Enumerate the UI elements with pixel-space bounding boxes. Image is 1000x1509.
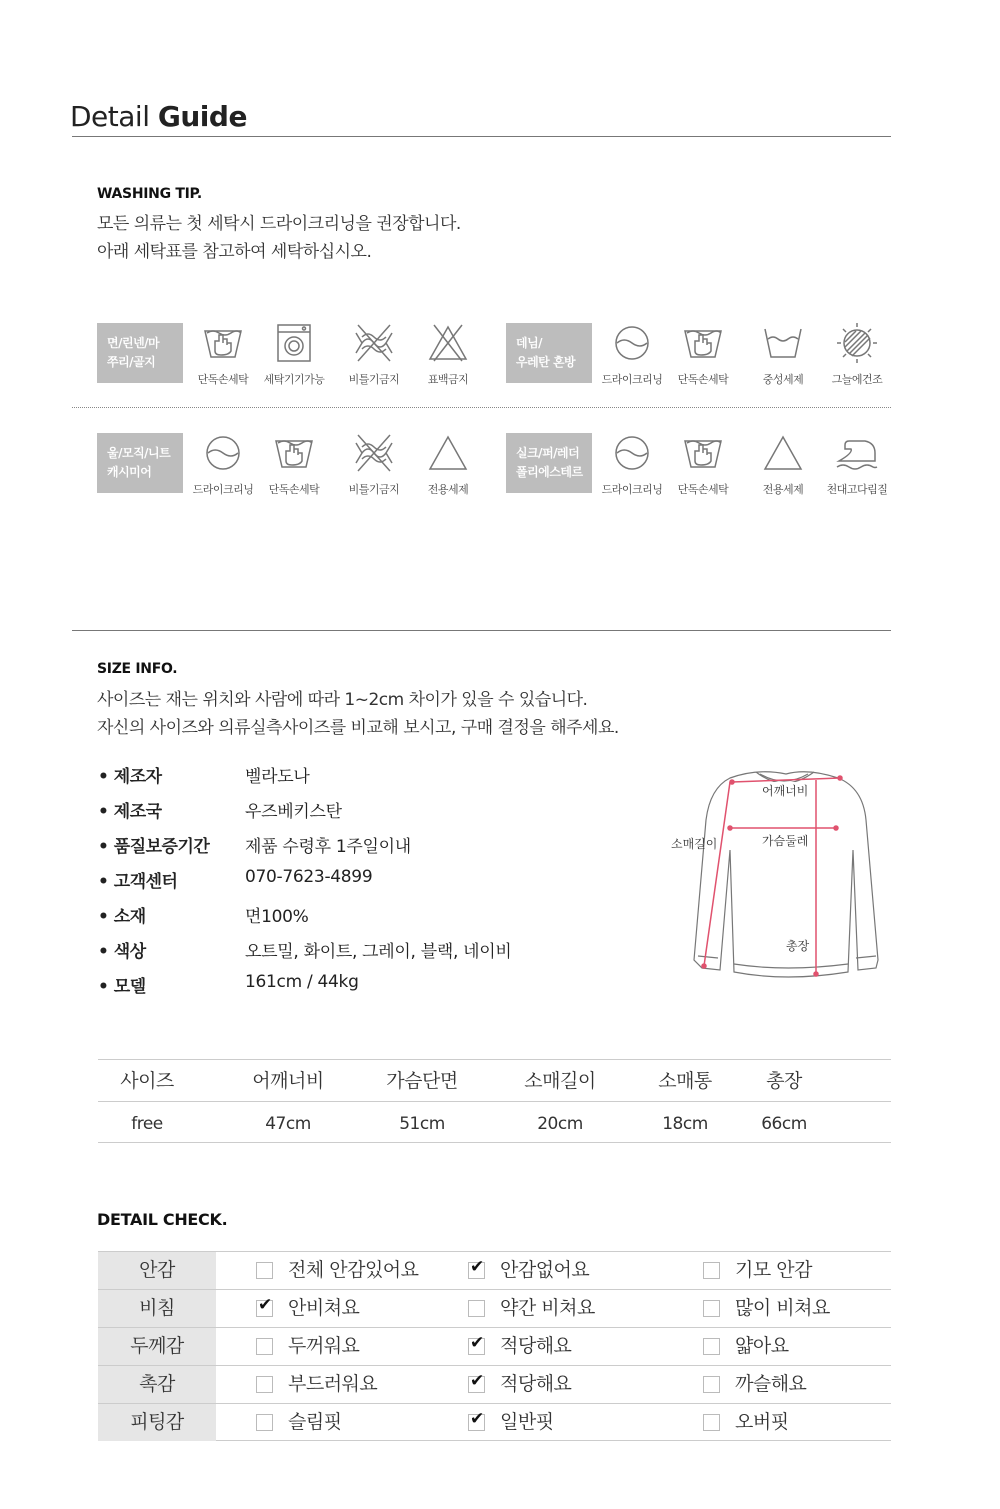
size-table-cell: 47cm <box>265 1114 311 1134</box>
spec-value: 오트밀, 화이트, 그레이, 블랙, 네이비 <box>245 942 512 962</box>
fabric-category-line: 울/모직/니트 <box>107 446 171 460</box>
option-label: 슬림핏 <box>288 1411 342 1433</box>
fabric-category-line: 폴리에스테르 <box>516 465 583 479</box>
wash-symbol-label: 드라이크리닝 <box>601 373 663 386</box>
checkmark-icon: ✔ <box>470 1409 484 1429</box>
option-label: 적당해요 <box>500 1335 572 1357</box>
detail-check-label: 촉감 <box>98 1366 216 1403</box>
table-row <box>98 1365 891 1403</box>
wash-symbol <box>183 431 263 497</box>
wash-symbol <box>817 431 897 497</box>
option-label: 적당해요 <box>500 1373 572 1395</box>
hand-wash-icon <box>183 321 263 365</box>
wash-symbol-label: 단독손세탁 <box>677 373 729 386</box>
wash-symbol <box>743 431 823 497</box>
fabric-category <box>506 323 592 383</box>
table-row <box>98 1403 891 1441</box>
wash-symbol-label: 표백금지 <box>427 373 469 386</box>
checkbox <box>703 1338 720 1355</box>
checked-checkbox <box>468 1257 485 1279</box>
checkmark-icon: ✔ <box>470 1257 484 1277</box>
wash-symbol-label: 전용세제 <box>427 483 469 496</box>
washing-heading: WASHING TIP. <box>97 186 202 202</box>
wash-symbol <box>183 321 263 387</box>
neutral-detergent-icon <box>743 321 823 365</box>
wash-symbol-label: 드라이크리닝 <box>192 483 254 496</box>
fabric-category-line: 실크/퍼/레더 <box>516 446 580 460</box>
size-table-header-cell: 사이즈 <box>120 1070 174 1092</box>
size-table-header-cell: 총장 <box>766 1070 802 1092</box>
dry-clean-icon <box>592 431 672 475</box>
size-table-cell: 18cm <box>662 1114 708 1134</box>
wash-symbol <box>817 321 897 387</box>
table-row <box>98 1327 891 1365</box>
size-table-header-cell: 어깨너비 <box>252 1070 324 1092</box>
detail-check-label: 안감 <box>98 1252 216 1289</box>
wash-symbol <box>408 321 488 387</box>
label-shoulder: 어깨너비 <box>762 784 809 798</box>
fabric-category-line: 우레탄 혼방 <box>516 355 576 369</box>
option-label: 얇아요 <box>735 1335 789 1357</box>
checkbox <box>256 1414 273 1431</box>
option-label: 전체 안감있어요 <box>288 1259 419 1281</box>
size-table-header <box>98 1059 891 1101</box>
spec-key: • 제조자 <box>98 767 162 787</box>
spec-key: • 색상 <box>98 942 146 962</box>
checkbox <box>256 1376 273 1393</box>
washing-machine-icon <box>254 321 334 365</box>
dry-clean-icon <box>183 431 263 475</box>
option-label: 기모 안감 <box>735 1259 812 1281</box>
option-label: 오버핏 <box>735 1411 789 1433</box>
size-heading: SIZE INFO. <box>97 661 178 677</box>
wash-symbol-label: 단독손세탁 <box>197 373 249 386</box>
option-label: 일반핏 <box>500 1411 554 1433</box>
spec-value: 161cm / 44kg <box>245 972 359 992</box>
wash-symbol-label: 전용세제 <box>762 483 804 496</box>
checkbox <box>468 1300 485 1317</box>
page-title: Detail Guide <box>70 100 247 133</box>
fabric-category-line: 캐시미어 <box>107 465 152 479</box>
wash-symbol-label: 천대고다림질 <box>826 483 888 496</box>
dry-clean-icon <box>592 321 672 365</box>
wash-symbol-label: 중성세제 <box>762 373 804 386</box>
fabric-category-line: 면/린넨/마 <box>107 336 160 350</box>
detail-check-label: 피팅감 <box>98 1404 216 1441</box>
table-row <box>98 1101 891 1143</box>
iron-cloth-icon <box>817 431 897 475</box>
wash-symbol-label: 드라이크리닝 <box>601 483 663 496</box>
wash-symbol-label: 세탁기기가능 <box>263 373 325 386</box>
fabric-category <box>97 433 183 493</box>
spec-key: • 제조국 <box>98 802 162 822</box>
wash-symbol <box>334 431 414 497</box>
size-table-cell: 20cm <box>537 1114 583 1134</box>
hand-wash-icon <box>663 431 743 475</box>
size-table-cell: 66cm <box>761 1114 807 1134</box>
detergent-triangle-icon <box>743 431 823 475</box>
sweater-measure-diagram <box>668 760 888 985</box>
detergent-triangle-icon <box>408 431 488 475</box>
label-length: 총장 <box>786 939 810 953</box>
spec-value: 벨라도나 <box>245 767 310 787</box>
size-table-header-cell: 소매통 <box>658 1070 712 1092</box>
no-wring-icon <box>334 321 414 365</box>
checkbox <box>256 1338 273 1355</box>
size-table-cell: 51cm <box>399 1114 445 1134</box>
spec-key: • 소재 <box>98 907 146 927</box>
spec-value: 제품 수령후 1주일이내 <box>245 837 411 857</box>
detail-check-label: 비침 <box>98 1290 216 1327</box>
wash-symbol <box>254 321 334 387</box>
label-chest: 가슴둘레 <box>762 834 809 848</box>
detail-check-label: 두께감 <box>98 1328 216 1365</box>
option-label: 많이 비쳐요 <box>735 1297 830 1319</box>
option-label: 약간 비쳐요 <box>500 1297 595 1319</box>
wash-symbol-label: 단독손세탁 <box>268 483 320 496</box>
washing-divider <box>72 407 891 408</box>
spec-key: • 고객센터 <box>98 872 178 892</box>
wash-symbol-label: 그늘에건조 <box>831 373 883 386</box>
size-table <box>98 1059 891 1143</box>
option-label: 까슬해요 <box>735 1373 807 1395</box>
wash-symbol <box>663 431 743 497</box>
checkmark-icon: ✔ <box>470 1333 484 1353</box>
table-row <box>98 1251 891 1289</box>
size-table-header-cell: 가슴단면 <box>386 1070 458 1092</box>
checkmark-icon: ✔ <box>470 1371 484 1391</box>
wash-symbol <box>592 431 672 497</box>
fabric-category <box>97 323 183 383</box>
hand-wash-icon <box>254 431 334 475</box>
checked-checkbox <box>468 1333 485 1355</box>
checked-checkbox <box>468 1409 485 1431</box>
no-wring-icon <box>334 431 414 475</box>
option-label: 부드러워요 <box>288 1373 378 1395</box>
checked-checkbox <box>468 1371 485 1393</box>
checkbox <box>703 1376 720 1393</box>
washing-text: 모든 의류는 첫 세탁시 드라이크리닝을 권장합니다. 아래 세탁표를 참고하여 세탁하십시오. <box>97 214 461 262</box>
wash-symbol-label: 비틀기금지 <box>348 373 400 386</box>
checkmark-icon: ✔ <box>258 1295 272 1315</box>
spec-value: 면100% <box>245 907 309 927</box>
detail-check-heading: DETAIL CHECK. <box>97 1210 228 1229</box>
label-sleeve: 소매길이 <box>671 837 718 851</box>
wash-symbol <box>743 321 823 387</box>
wash-symbol-label: 단독손세탁 <box>677 483 729 496</box>
wash-symbol <box>334 321 414 387</box>
option-label: 두꺼워요 <box>288 1335 360 1357</box>
fabric-category-line: 데님/ <box>516 336 543 350</box>
table-row <box>98 1289 891 1327</box>
option-label: 안감없어요 <box>500 1259 590 1281</box>
option-label: 안비쳐요 <box>288 1297 360 1319</box>
checkbox <box>703 1300 720 1317</box>
section-divider <box>72 630 891 631</box>
hand-wash-icon <box>663 321 743 365</box>
fabric-category <box>506 433 592 493</box>
no-bleach-icon <box>408 321 488 365</box>
spec-value: 우즈베키스탄 <box>245 802 342 822</box>
spec-key: • 품질보증기간 <box>98 837 210 857</box>
wash-symbol <box>592 321 672 387</box>
checkbox <box>256 1262 273 1279</box>
wash-symbol <box>408 431 488 497</box>
wash-symbol-label: 비틀기금지 <box>348 483 400 496</box>
shade-dry-icon <box>817 321 897 365</box>
checkbox <box>703 1414 720 1431</box>
size-table-cell: free <box>131 1114 163 1134</box>
wash-symbol <box>663 321 743 387</box>
spec-value: 070-7623-4899 <box>245 867 373 887</box>
title-divider <box>72 136 891 137</box>
detail-check-table <box>98 1251 891 1441</box>
checkbox <box>703 1262 720 1279</box>
spec-key: • 모델 <box>98 977 146 997</box>
fabric-category-line: 쭈리/골지 <box>107 355 156 369</box>
size-text: 사이즈는 재는 위치와 사람에 따라 1~2cm 차이가 있을 수 있습니다. 자신의 사이즈와 의류실측사이즈를 비교해 보시고, 구매 결정을 해주세요. <box>97 690 619 738</box>
wash-symbol <box>254 431 334 497</box>
size-table-header-cell: 소매길이 <box>524 1070 596 1092</box>
checked-checkbox <box>256 1295 273 1317</box>
